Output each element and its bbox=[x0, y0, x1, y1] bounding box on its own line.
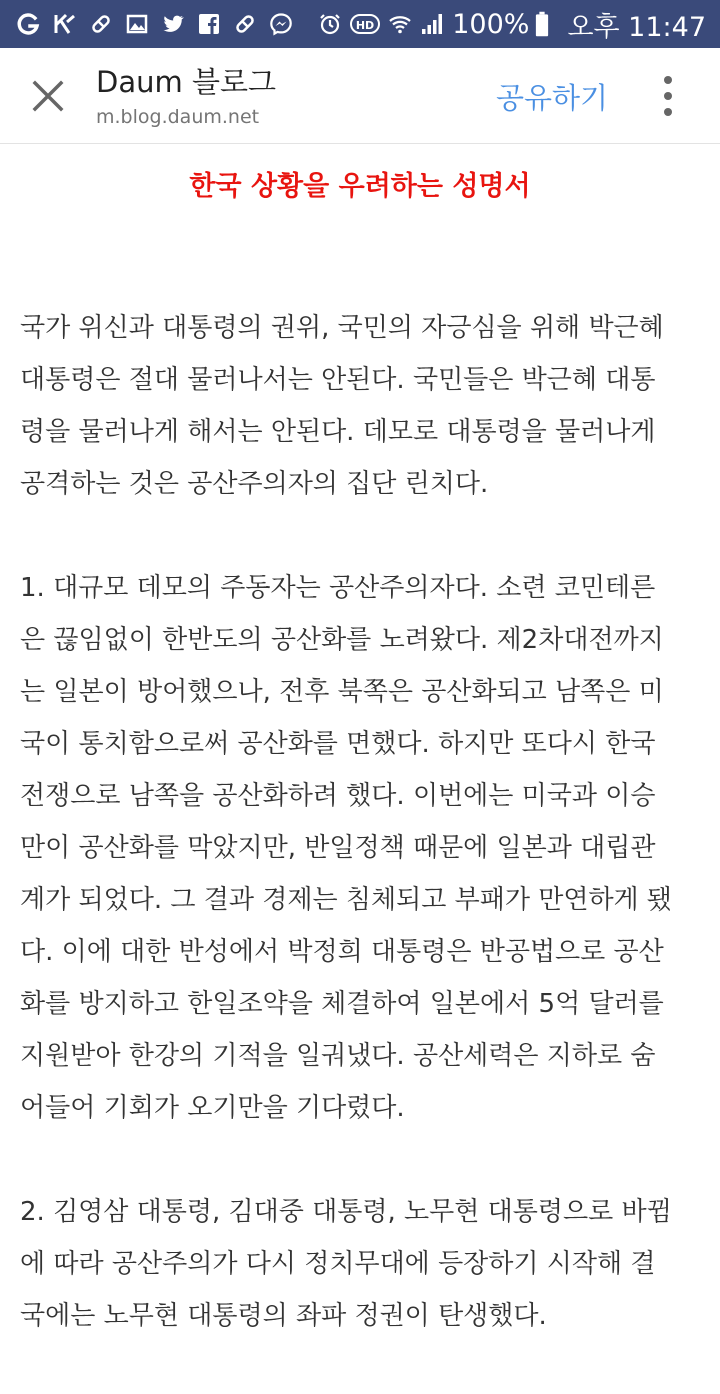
article-line: 국가 위신과 대통령의 권위, 국민의 자긍심을 위해 박근혜 bbox=[20, 313, 664, 343]
page-url: m.blog.daum.net bbox=[96, 106, 260, 128]
status-bar bbox=[0, 0, 720, 48]
article-line: 령을 물러나게 해서는 안된다. 데모로 대통령을 물러나게 bbox=[20, 417, 656, 447]
article-paragraph bbox=[20, 302, 710, 510]
article-line: 에 따라 공산주의가 다시 정치무대에 등장하기 시작해 결 bbox=[20, 1249, 656, 1279]
article-line: 공격하는 것은 공산주의자의 집단 린치다. bbox=[20, 469, 489, 499]
article-line: 는 일본이 방어했으나, 전후 북쪽은 공산화되고 남쪽은 미 bbox=[20, 677, 664, 707]
article-line: 지원받아 한강의 기적을 일궈냈다. 공산세력은 지하로 숨 bbox=[20, 1041, 656, 1071]
svg-text:HD: HD bbox=[356, 19, 375, 32]
share-button[interactable]: 공유하기 bbox=[496, 81, 609, 115]
pill-icon bbox=[88, 11, 114, 37]
article-line: 계가 되었다. 그 결과 경제는 침체되고 부패가 만연하게 됐 bbox=[20, 885, 673, 915]
article-headline: 한국 상황을 우려하는 성명서 bbox=[189, 171, 531, 202]
article-paragraph bbox=[20, 1186, 710, 1342]
g-app-icon bbox=[16, 11, 42, 37]
signal-icon bbox=[420, 12, 444, 36]
article-line: 어들어 기회가 오기만을 기다렸다. bbox=[20, 1093, 405, 1123]
article-line: 국에는 노무현 대통령의 좌파 정권이 탄생했다. bbox=[20, 1301, 547, 1331]
article-body bbox=[20, 302, 710, 1394]
article-paragraph bbox=[20, 562, 710, 1134]
title-block bbox=[96, 64, 276, 130]
more-vert-icon-dot bbox=[664, 108, 672, 116]
article-line: 국이 통치함으로써 공산화를 면했다. 하지만 또다시 한국 bbox=[20, 729, 656, 759]
more-vert-icon-dot bbox=[664, 92, 672, 100]
app-bar bbox=[0, 48, 720, 144]
article-line: 은 끊임없이 한반도의 공산화를 노려왔다. 제2차대전까지 bbox=[20, 625, 664, 655]
twitter-icon bbox=[160, 11, 186, 37]
alarm-icon bbox=[318, 12, 342, 36]
battery-percent: 100% bbox=[452, 8, 530, 40]
k-app-icon bbox=[52, 11, 78, 37]
article-line: 1. 대규모 데모의 주동자는 공산주의자다. 소련 코민테른 bbox=[20, 573, 656, 603]
pill-icon-2 bbox=[232, 11, 258, 37]
messenger-icon bbox=[268, 11, 294, 37]
clock: 오후 11:47 bbox=[567, 11, 706, 43]
wifi-icon bbox=[388, 12, 412, 36]
article-line: 만이 공산화를 막았지만, 반일정책 때문에 일본과 대립관 bbox=[20, 833, 656, 863]
close-icon bbox=[33, 81, 63, 111]
article-line: 2. 김영삼 대통령, 김대중 대통령, 노무현 대통령으로 바뀜 bbox=[20, 1197, 672, 1227]
close-button[interactable] bbox=[22, 70, 74, 122]
battery-icon bbox=[535, 11, 549, 37]
system-icons bbox=[318, 5, 706, 44]
app-title: Daum 블로그 bbox=[96, 65, 276, 99]
more-vert-icon bbox=[664, 76, 672, 84]
notification-icons bbox=[16, 11, 304, 37]
more-options-button[interactable] bbox=[650, 76, 686, 116]
facebook-icon bbox=[196, 11, 222, 37]
article-line: 대통령은 절대 물러나서는 안된다. 국민들은 박근혜 대통 bbox=[20, 365, 656, 395]
article-line: 전쟁으로 남쪽을 공산화하려 했다. 이번에는 미국과 이승 bbox=[20, 781, 656, 811]
image-icon bbox=[124, 11, 150, 37]
article-line: 다. 이에 대한 반성에서 박정희 대통령은 반공법으로 공산 bbox=[20, 937, 664, 967]
article-line: 화를 방지하고 한일조약을 체결하여 일본에서 5억 달러를 bbox=[20, 989, 664, 1019]
hd-icon bbox=[350, 12, 380, 36]
article-content[interactable] bbox=[0, 144, 720, 1331]
